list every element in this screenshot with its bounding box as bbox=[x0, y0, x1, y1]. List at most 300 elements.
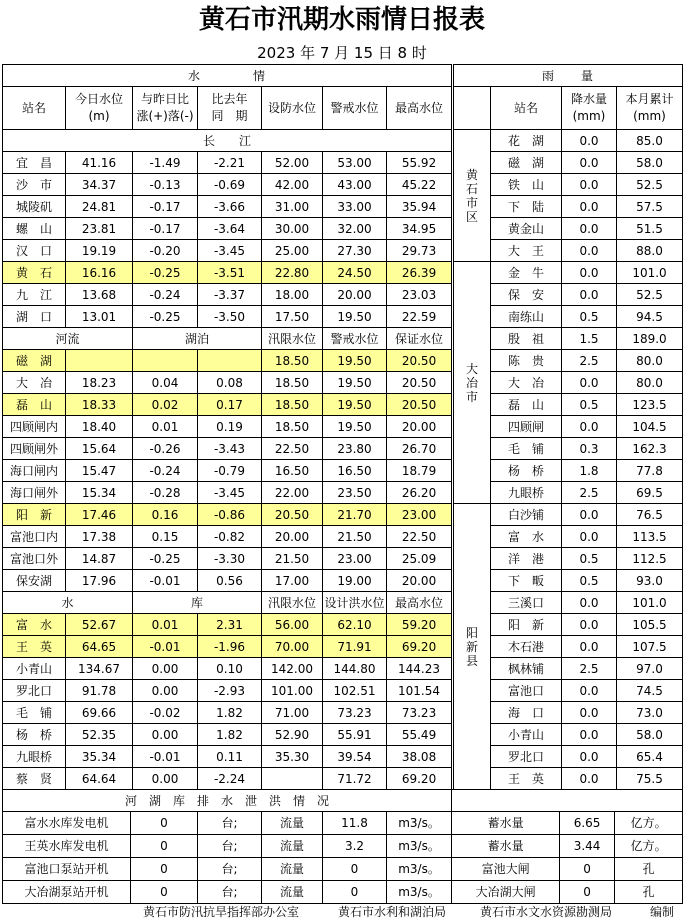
reservoir-change: 0.01 bbox=[133, 614, 198, 636]
reservoir-today: 134.67 bbox=[66, 658, 133, 680]
header-change: 与昨日比 涨(+)落(-) bbox=[133, 87, 198, 130]
changjiang-name: 宜 昌 bbox=[3, 152, 66, 174]
river-name: 海口闸内 bbox=[3, 460, 66, 482]
rain-month-total: 88.0 bbox=[617, 240, 683, 262]
discharge-row bbox=[3, 835, 683, 858]
rain-header-month: 本月累计 (mm) bbox=[617, 87, 683, 130]
river-max: 20.50 bbox=[387, 372, 452, 394]
rivers-label-lake: 湖泊 bbox=[133, 328, 262, 350]
reservoir-ly: -1.96 bbox=[198, 636, 262, 658]
discharge-name: 富水水库发电机 bbox=[3, 812, 131, 835]
rain-amount: 0.0 bbox=[562, 174, 617, 196]
river-row bbox=[3, 460, 452, 482]
river-today: 17.38 bbox=[66, 526, 133, 548]
river-defense: 17.00 bbox=[262, 570, 323, 592]
river-max: 20.50 bbox=[387, 394, 452, 416]
river-name: 大 冶 bbox=[3, 372, 66, 394]
reservoirs-label-b: 库 bbox=[133, 592, 262, 614]
discharge-flow: 0 bbox=[323, 881, 387, 904]
river-defense: 18.50 bbox=[262, 372, 323, 394]
reservoir-change: 0.00 bbox=[133, 658, 198, 680]
river-warning: 23.80 bbox=[323, 438, 387, 460]
reservoir-warning: 62.10 bbox=[323, 614, 387, 636]
rain-amount: 0.0 bbox=[562, 636, 617, 658]
reservoir-today: 52.35 bbox=[66, 724, 133, 746]
changjiang-change: -0.25 bbox=[133, 306, 198, 328]
river-max: 22.50 bbox=[387, 526, 452, 548]
changjiang-max: 35.94 bbox=[387, 196, 452, 218]
rain-row bbox=[454, 130, 683, 152]
rain-station: 陈 贵 bbox=[491, 350, 562, 372]
reservoir-name: 九眼桥 bbox=[3, 746, 66, 768]
footer-suffix: 编制 bbox=[650, 905, 675, 919]
discharge-flow: 0 bbox=[323, 858, 387, 881]
changjiang-defense: 52.00 bbox=[262, 152, 323, 174]
reservoir-ly: 1.82 bbox=[198, 702, 262, 724]
footer-org-3: 黄石市水文水资源勘测局 bbox=[480, 905, 613, 919]
reservoir-today: 64.65 bbox=[66, 636, 133, 658]
rain-amount: 0.0 bbox=[562, 262, 617, 284]
river-name: 四顾闸外 bbox=[3, 438, 66, 460]
river-row bbox=[3, 394, 452, 416]
river-warning: 19.00 bbox=[323, 570, 387, 592]
river-defense: 18.50 bbox=[262, 416, 323, 438]
river-change: -0.01 bbox=[133, 570, 198, 592]
rain-amount: 1.5 bbox=[562, 328, 617, 350]
reservoir-row bbox=[3, 702, 452, 724]
header-warning: 警戒水位 bbox=[323, 87, 387, 130]
river-row bbox=[3, 372, 452, 394]
rain-amount: 0.0 bbox=[562, 196, 617, 218]
reservoir-today: 91.78 bbox=[66, 680, 133, 702]
discharge-name: 富池口泵站开机 bbox=[3, 858, 131, 881]
rain-column-header-row bbox=[454, 87, 683, 130]
reservoir-name: 毛 铺 bbox=[3, 702, 66, 724]
river-today: 18.33 bbox=[66, 394, 133, 416]
rain-month-total: 75.5 bbox=[617, 768, 683, 790]
discharge-count: 0 bbox=[131, 812, 198, 835]
rain-amount: 0.0 bbox=[562, 526, 617, 548]
discharge-flow-unit: m3/s。 bbox=[387, 858, 452, 881]
rain-amount: 0.0 bbox=[562, 416, 617, 438]
reservoir-name: 富 水 bbox=[3, 614, 66, 636]
rain-row bbox=[454, 504, 683, 526]
rivers-section-row bbox=[3, 328, 452, 350]
report-title: 黄石市汛期水雨情日报表 bbox=[198, 5, 485, 35]
changjiang-ly: -3.50 bbox=[198, 306, 262, 328]
footer-org-2: 黄石市水利和湖泊局 bbox=[338, 905, 447, 919]
river-defense: 22.50 bbox=[262, 438, 323, 460]
river-ly: 0.19 bbox=[198, 416, 262, 438]
changjiang-defense: 42.00 bbox=[262, 174, 323, 196]
river-today: 14.87 bbox=[66, 548, 133, 570]
rain-region-char: 新 bbox=[465, 639, 478, 654]
changjiang-name: 湖 口 bbox=[3, 306, 66, 328]
rain-station: 花 湖 bbox=[491, 130, 562, 152]
river-today: 17.46 bbox=[66, 504, 133, 526]
discharge-name: 王英水库发电机 bbox=[3, 835, 131, 858]
changjiang-ly: -3.51 bbox=[198, 262, 262, 284]
river-max: 25.09 bbox=[387, 548, 452, 570]
rain-amount: 2.5 bbox=[562, 482, 617, 504]
reservoir-change: 0.00 bbox=[133, 768, 198, 790]
rain-month-total: 97.0 bbox=[617, 658, 683, 680]
reservoirs-header: 设计洪水位 bbox=[323, 592, 387, 614]
changjiang-today: 34.37 bbox=[66, 174, 133, 196]
changjiang-max: 29.73 bbox=[387, 240, 452, 262]
changjiang-name: 螺 山 bbox=[3, 218, 66, 240]
rain-station: 海 口 bbox=[491, 702, 562, 724]
rain-month-total: 113.5 bbox=[617, 526, 683, 548]
header-defense: 设防水位 bbox=[262, 87, 323, 130]
changjiang-warning: 24.50 bbox=[323, 262, 387, 284]
river-name: 富池口内 bbox=[3, 526, 66, 548]
discharge-right-value: 6.65 bbox=[560, 812, 615, 835]
rain-month-total: 58.0 bbox=[617, 724, 683, 746]
river-name: 四顾闸内 bbox=[3, 416, 66, 438]
rain-station: 枫林铺 bbox=[491, 658, 562, 680]
water-section-header-row bbox=[3, 65, 452, 87]
river-today: 18.23 bbox=[66, 372, 133, 394]
rain-station: 富池口 bbox=[491, 680, 562, 702]
rain-month-total: 189.0 bbox=[617, 328, 683, 350]
river-max: 26.20 bbox=[387, 482, 452, 504]
river-ly: -3.30 bbox=[198, 548, 262, 570]
river-change: 0.16 bbox=[133, 504, 198, 526]
discharge-title-blank bbox=[452, 790, 683, 812]
rain-amount: 2.5 bbox=[562, 658, 617, 680]
rain-amount: 0.0 bbox=[562, 724, 617, 746]
rain-amount: 0.5 bbox=[562, 394, 617, 416]
rain-station: 富 水 bbox=[491, 526, 562, 548]
changjiang-warning: 43.00 bbox=[323, 174, 387, 196]
discharge-right-label: 蓄水量 bbox=[452, 835, 560, 858]
discharge-count: 0 bbox=[131, 835, 198, 858]
discharge-flow-unit: m3/s。 bbox=[387, 812, 452, 835]
river-name: 富池口外 bbox=[3, 548, 66, 570]
rain-region-char: 区 bbox=[465, 209, 478, 224]
changjiang-row bbox=[3, 152, 452, 174]
reservoir-ly: -2.93 bbox=[198, 680, 262, 702]
rain-month-total: 73.0 bbox=[617, 702, 683, 724]
rain-amount: 0.0 bbox=[562, 372, 617, 394]
rain-station: 铁 山 bbox=[491, 174, 562, 196]
reservoir-warning: 71.72 bbox=[323, 768, 387, 790]
rain-station: 阳 新 bbox=[491, 614, 562, 636]
river-ly: -0.82 bbox=[198, 526, 262, 548]
river-warning: 19.50 bbox=[323, 416, 387, 438]
changjiang-ly: -2.21 bbox=[198, 152, 262, 174]
rain-station: 大 冶 bbox=[491, 372, 562, 394]
reservoir-max: 101.54 bbox=[387, 680, 452, 702]
discharge-right-value: 0 bbox=[560, 858, 615, 881]
changjiang-change: -1.49 bbox=[133, 152, 198, 174]
rain-amount: 0.0 bbox=[562, 218, 617, 240]
rivers-header: 保证水位 bbox=[387, 328, 452, 350]
river-today: 15.34 bbox=[66, 482, 133, 504]
rain-region-char: 冶 bbox=[465, 375, 478, 390]
rain-header-station: 站名 bbox=[491, 87, 562, 130]
rain-month-total: 77.8 bbox=[617, 460, 683, 482]
rain-station: 磁 湖 bbox=[491, 152, 562, 174]
discharge-right-unit: 孔 bbox=[615, 858, 683, 881]
changjiang-row bbox=[3, 174, 452, 196]
river-defense: 18.50 bbox=[262, 350, 323, 372]
river-warning: 23.00 bbox=[323, 548, 387, 570]
river-today bbox=[66, 350, 133, 372]
rain-region-char: 阳 bbox=[465, 625, 478, 640]
rain-station: 白沙铺 bbox=[491, 504, 562, 526]
rain-header-rain: 降水量 (mm) bbox=[562, 87, 617, 130]
rain-region-char: 大 bbox=[465, 361, 478, 376]
changjiang-name: 九 江 bbox=[3, 284, 66, 306]
river-today: 15.47 bbox=[66, 460, 133, 482]
rain-region-char: 县 bbox=[465, 653, 478, 668]
rain-month-total: 112.5 bbox=[617, 548, 683, 570]
changjiang-row bbox=[3, 196, 452, 218]
changjiang-today: 41.16 bbox=[66, 152, 133, 174]
changjiang-max: 26.39 bbox=[387, 262, 452, 284]
discharge-unit: 台; bbox=[198, 881, 262, 904]
rain-amount: 0.0 bbox=[562, 130, 617, 152]
rain-month-total: 69.5 bbox=[617, 482, 683, 504]
report-date: 2023 年 7 月 15 日 8 时 bbox=[257, 44, 427, 62]
river-today: 18.40 bbox=[66, 416, 133, 438]
river-max: 26.70 bbox=[387, 438, 452, 460]
discharge-flow-label: 流量 bbox=[262, 881, 323, 904]
changjiang-name: 黄 石 bbox=[3, 262, 66, 284]
changjiang-today: 13.01 bbox=[66, 306, 133, 328]
rain-month-total: 80.0 bbox=[617, 350, 683, 372]
reservoir-defense: 52.90 bbox=[262, 724, 323, 746]
river-row bbox=[3, 548, 452, 570]
changjiang-row bbox=[3, 284, 452, 306]
rain-region-label bbox=[454, 130, 491, 262]
discharge-flow-label: 流量 bbox=[262, 858, 323, 881]
reservoir-warning: 39.54 bbox=[323, 746, 387, 768]
reservoir-max: 69.20 bbox=[387, 768, 452, 790]
rain-section-title: 雨 量 bbox=[454, 65, 683, 87]
reservoir-ly: -2.24 bbox=[198, 768, 262, 790]
discharge-count: 0 bbox=[131, 858, 198, 881]
river-defense: 20.00 bbox=[262, 526, 323, 548]
rain-month-total: 107.5 bbox=[617, 636, 683, 658]
river-name: 阳 新 bbox=[3, 504, 66, 526]
changjiang-defense: 22.80 bbox=[262, 262, 323, 284]
river-ly bbox=[198, 350, 262, 372]
changjiang-change: -0.17 bbox=[133, 196, 198, 218]
river-name: 磊 山 bbox=[3, 394, 66, 416]
rain-table bbox=[453, 64, 683, 790]
changjiang-today: 23.81 bbox=[66, 218, 133, 240]
river-change: 0.15 bbox=[133, 526, 198, 548]
reservoirs-header: 最高水位 bbox=[387, 592, 452, 614]
changjiang-max: 45.22 bbox=[387, 174, 452, 196]
rain-amount: 0.5 bbox=[562, 548, 617, 570]
reservoir-max: 59.20 bbox=[387, 614, 452, 636]
changjiang-today: 19.19 bbox=[66, 240, 133, 262]
river-change: -0.28 bbox=[133, 482, 198, 504]
rain-station: 下 陆 bbox=[491, 196, 562, 218]
changjiang-change: -0.17 bbox=[133, 218, 198, 240]
reservoir-change: -0.01 bbox=[133, 746, 198, 768]
reservoir-defense bbox=[262, 768, 323, 790]
changjiang-name: 汉 口 bbox=[3, 240, 66, 262]
reservoir-today: 69.66 bbox=[66, 702, 133, 724]
changjiang-warning: 32.00 bbox=[323, 218, 387, 240]
rain-month-total: 162.3 bbox=[617, 438, 683, 460]
reservoirs-header: 汛限水位 bbox=[262, 592, 323, 614]
river-change: 0.04 bbox=[133, 372, 198, 394]
changjiang-max: 55.92 bbox=[387, 152, 452, 174]
reservoir-row bbox=[3, 746, 452, 768]
rain-station: 罗北口 bbox=[491, 746, 562, 768]
changjiang-defense: 25.00 bbox=[262, 240, 323, 262]
reservoir-name: 罗北口 bbox=[3, 680, 66, 702]
rain-month-total: 51.5 bbox=[617, 218, 683, 240]
river-row bbox=[3, 526, 452, 548]
rain-station: 黄金山 bbox=[491, 218, 562, 240]
river-warning: 23.50 bbox=[323, 482, 387, 504]
river-warning: 19.50 bbox=[323, 372, 387, 394]
discharge-right-label: 富池大闸 bbox=[452, 858, 560, 881]
rain-amount: 2.5 bbox=[562, 350, 617, 372]
river-ly: -0.79 bbox=[198, 460, 262, 482]
rain-month-total: 74.5 bbox=[617, 680, 683, 702]
changjiang-name: 城陵矶 bbox=[3, 196, 66, 218]
reservoir-today: 52.67 bbox=[66, 614, 133, 636]
river-defense: 21.50 bbox=[262, 548, 323, 570]
rain-amount: 0.0 bbox=[562, 504, 617, 526]
changjiang-change: -0.24 bbox=[133, 284, 198, 306]
river-today: 17.96 bbox=[66, 570, 133, 592]
rain-station: 南练山 bbox=[491, 306, 562, 328]
reservoir-today: 64.64 bbox=[66, 768, 133, 790]
rain-station: 王 英 bbox=[491, 768, 562, 790]
rain-station: 杨 桥 bbox=[491, 460, 562, 482]
rain-station: 小青山 bbox=[491, 724, 562, 746]
rain-region-label bbox=[454, 262, 491, 504]
rain-station: 毛 铺 bbox=[491, 438, 562, 460]
rivers-header: 汛限水位 bbox=[262, 328, 323, 350]
rain-station: 磊 山 bbox=[491, 394, 562, 416]
rain-amount: 0.0 bbox=[562, 768, 617, 790]
changjiang-ly: -3.64 bbox=[198, 218, 262, 240]
reservoir-name: 小青山 bbox=[3, 658, 66, 680]
changjiang-row bbox=[3, 218, 452, 240]
rain-amount: 0.5 bbox=[562, 306, 617, 328]
rain-month-total: 105.5 bbox=[617, 614, 683, 636]
reservoir-row bbox=[3, 680, 452, 702]
reservoir-max: 55.49 bbox=[387, 724, 452, 746]
reservoir-name: 杨 桥 bbox=[3, 724, 66, 746]
rain-amount: 0.0 bbox=[562, 240, 617, 262]
rain-month-total: 101.0 bbox=[617, 592, 683, 614]
discharge-row bbox=[3, 858, 683, 881]
river-change bbox=[133, 350, 198, 372]
changjiang-max: 34.95 bbox=[387, 218, 452, 240]
rain-region-char: 市 bbox=[465, 389, 478, 404]
reservoir-change: -0.01 bbox=[133, 636, 198, 658]
changjiang-row bbox=[3, 262, 452, 284]
rain-station: 下 畈 bbox=[491, 570, 562, 592]
rain-month-total: 104.5 bbox=[617, 416, 683, 438]
rain-amount: 1.8 bbox=[562, 460, 617, 482]
rain-amount: 0.0 bbox=[562, 284, 617, 306]
changjiang-today: 24.81 bbox=[66, 196, 133, 218]
rain-month-total: 123.5 bbox=[617, 394, 683, 416]
river-row bbox=[3, 416, 452, 438]
discharge-title: 河 湖 库 排 水 泄 洪 情 况 bbox=[3, 790, 452, 812]
discharge-right-label: 蓄水量 bbox=[452, 812, 560, 835]
changjiang-today: 16.16 bbox=[66, 262, 133, 284]
rain-amount: 0.3 bbox=[562, 438, 617, 460]
river-ly: 0.17 bbox=[198, 394, 262, 416]
changjiang-defense: 31.00 bbox=[262, 196, 323, 218]
rain-amount: 0.0 bbox=[562, 680, 617, 702]
reservoir-ly: 2.31 bbox=[198, 614, 262, 636]
rain-month-total: 76.5 bbox=[617, 504, 683, 526]
river-defense: 20.50 bbox=[262, 504, 323, 526]
discharge-row bbox=[3, 812, 683, 835]
reservoir-max: 73.23 bbox=[387, 702, 452, 724]
changjiang-defense: 17.50 bbox=[262, 306, 323, 328]
changjiang-change: -0.25 bbox=[133, 262, 198, 284]
water-section-title: 水 情 bbox=[3, 65, 452, 87]
rain-month-total: 93.0 bbox=[617, 570, 683, 592]
footer-org-1: 黄石市防汛抗旱指挥部办公室 bbox=[143, 905, 300, 919]
reservoir-name: 蔡 贤 bbox=[3, 768, 66, 790]
river-max: 20.50 bbox=[387, 350, 452, 372]
rain-amount: 0.0 bbox=[562, 702, 617, 724]
discharge-flow-unit: m3/s。 bbox=[387, 881, 452, 904]
discharge-right-label: 大冶湖大闸 bbox=[452, 881, 560, 904]
discharge-table bbox=[2, 789, 683, 904]
reservoir-warning: 55.91 bbox=[323, 724, 387, 746]
reservoir-warning: 102.51 bbox=[323, 680, 387, 702]
river-max: 23.00 bbox=[387, 504, 452, 526]
river-max: 18.79 bbox=[387, 460, 452, 482]
reservoir-row bbox=[3, 658, 452, 680]
river-ly: 0.56 bbox=[198, 570, 262, 592]
reservoir-row bbox=[3, 614, 452, 636]
rain-month-total: 58.0 bbox=[617, 152, 683, 174]
river-max: 20.00 bbox=[387, 570, 452, 592]
river-max: 20.00 bbox=[387, 416, 452, 438]
reservoir-change: 0.00 bbox=[133, 724, 198, 746]
rain-month-total: 85.0 bbox=[617, 130, 683, 152]
changjiang-max: 22.59 bbox=[387, 306, 452, 328]
reservoir-warning: 71.91 bbox=[323, 636, 387, 658]
discharge-right-unit: 亿方。 bbox=[615, 835, 683, 858]
reservoir-max: 38.08 bbox=[387, 746, 452, 768]
river-defense: 22.00 bbox=[262, 482, 323, 504]
water-column-header-row bbox=[3, 87, 452, 130]
rain-section-header-row bbox=[454, 65, 683, 87]
discharge-flow-label: 流量 bbox=[262, 835, 323, 858]
header-today: 今日水位 (m) bbox=[66, 87, 133, 130]
reservoir-row bbox=[3, 768, 452, 790]
changjiang-ly: -3.37 bbox=[198, 284, 262, 306]
river-defense: 18.50 bbox=[262, 394, 323, 416]
river-warning: 16.50 bbox=[323, 460, 387, 482]
reservoir-warning: 73.23 bbox=[323, 702, 387, 724]
rain-month-total: 94.5 bbox=[617, 306, 683, 328]
reservoir-change: 0.00 bbox=[133, 680, 198, 702]
river-change: 0.01 bbox=[133, 416, 198, 438]
river-ly: 0.08 bbox=[198, 372, 262, 394]
river-ly: -3.43 bbox=[198, 438, 262, 460]
